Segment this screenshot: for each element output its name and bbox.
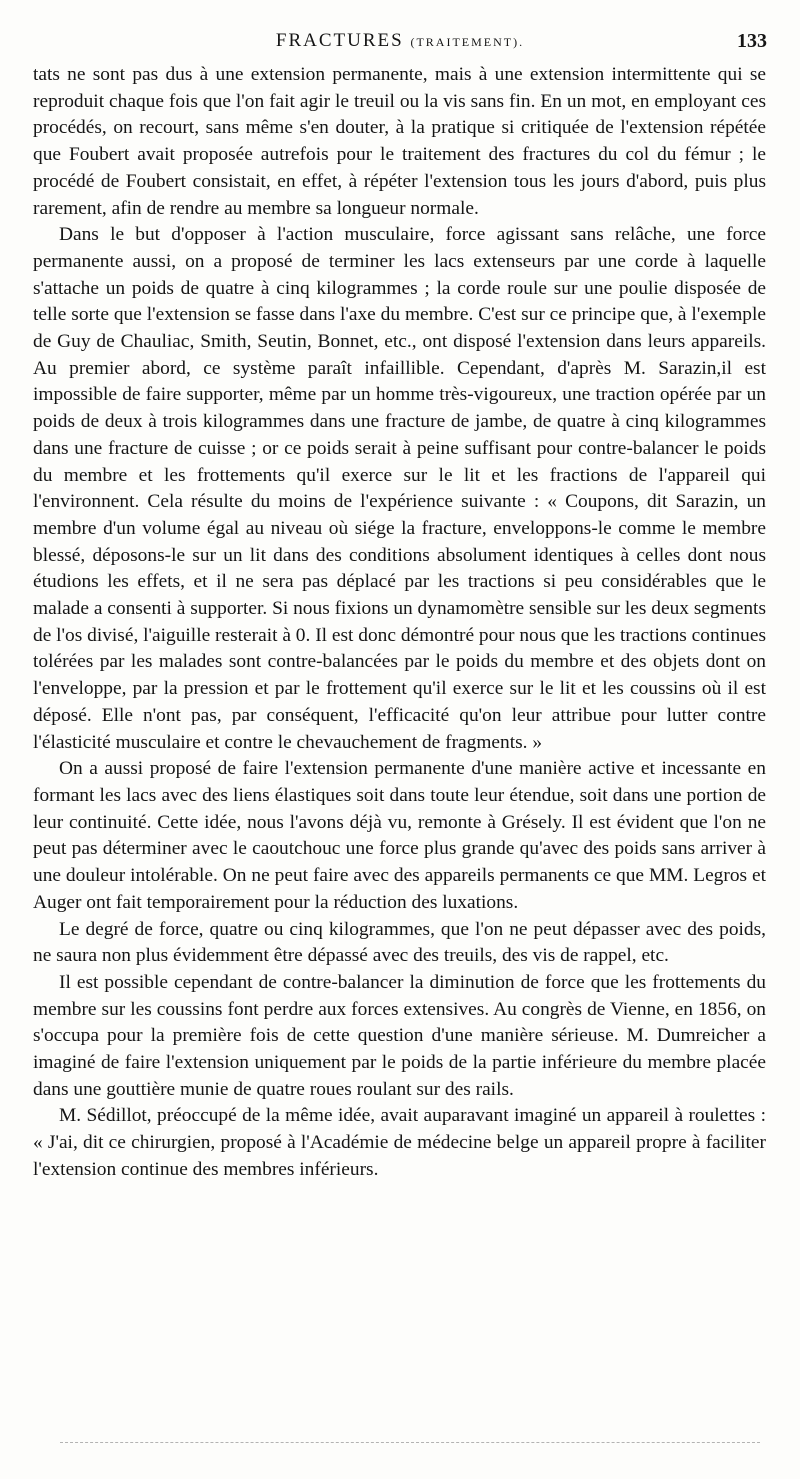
paragraph: M. Sédillot, préoccupé de la même idée, avait auparavant imaginé un appareil à roulettes : « J'ai, dit ce chirurgien, proposé à l'Académie de médecine belge un appareil propre à faciliter l'extension continue des membres inférieurs. — [33, 1105, 766, 1180]
paragraph: On a aussi proposé de faire l'extension permanente d'une manière active et incessante en formant les lacs avec des liens élastiques soit dans toute leur étendue, soit dans une portion de leur continuité. Cette idée, nous l'avons déjà vu, remonte à Grésely. Il est évident que l'on ne peut pas déterminer avec le caoutchouc une force plus grande qu'avec des poids sans arriver à une douleur intolérable. On ne peut faire avec des appareils permanents ce que MM. Legros et Auger ont fait temporairement pour la réduction des luxations. — [33, 758, 766, 913]
running-subtitle: (TRAITEMENT). — [410, 35, 525, 49]
page-number: 133 — [737, 30, 767, 52]
paragraph: tats ne sont pas dus à une extension permanente, mais à une extension intermittente qui se reproduit chaque fois que l'on fait agir le treuil ou la vis sans fin. En un mot, en employant ces procédés, on recourt, sans même s'en douter, à la pratique si critiquée de l'extension répétée que Foubert avait proposée autrefois pour le traitement des fractures du col du fémur ; le procédé de Foubert consistait, en effet, à répéter l'extension tous les jours d'abord, puis plus rarement, afin de rendre au membre sa longueur normale. — [33, 64, 766, 219]
page-header — [33, 30, 767, 60]
running-title: FRACTURES — [275, 30, 404, 51]
body-text — [33, 62, 766, 1184]
paragraph: Il est possible cependant de contre-balancer la diminution de force que les frottements du membre sur les coussins font perdre aux forces extensives. Au congrès de Vienne, en 1856, on s'occupa pour la première fois de cette question d'une manière sérieuse. M. Dumreicher a imaginé de faire l'extension uniquement par le poids de la partie inférieure du membre placée dans une gouttière munie de quatre roues roulant sur des rails. — [33, 971, 766, 1100]
footer-divider — [60, 1442, 760, 1443]
paragraph: Le degré de force, quatre ou cinq kilogrammes, que l'on ne peut dépasser avec des poids, ne saura non plus évidemment être dépassé avec des treuils, des vis de rappel, etc. — [33, 918, 766, 967]
paragraph: Dans le but d'opposer à l'action musculaire, force agissant sans relâche, une force permanente aussi, on a proposé de terminer les lacs extenseurs par une corde à laquelle s'attache un poids de quatre à cinq kilogrammes ; la corde roule sur une poulie disposée de telle sorte que l'extension se fasse dans l'axe du membre. C'est sur ce principe que, à l'exemple de Guy de Chauliac, Smith, Seutin, Bonnet, etc., ont disposé l'extension dans leurs appareils. Au premier abord, ce système paraît infaillible. Cependant, d'après M. Sarazin,il est impossible de faire supporter, même par un homme très-vigoureux, une traction opérée par un poids de deux à trois kilogrammes dans une fracture de jambe, de quatre à cinq kilogrammes dans une fracture de cuisse ; or ce poids serait à peine suffisant pour contre-balancer le poids du membre et les frottements qu'il exerce sur le lit et les fractions de l'appareil qui l'environnent. Cela résulte du moins de l'expérience suivante : « Coupons, dit Sarazin, un membre d'un volume égal au niveau où siége la fracture, enveloppons-le comme le membre blessé, déposons-le sur un lit dans des conditions absolument identiques à celles dont nous étudions les effets, et il ne sera pas déplacé par les tractions si peu considérables que le malade a consenti à supporter. Si nous fixions un dynamomètre sensible sur les deux segments de l'os divisé, l'aiguille resterait à 0. Il est donc démontré pour nous que les tractions continues tolérées par les malades sont contre-balancées par le poids du membre et des objets dont on l'enveloppe, par la pression et par le frottement qu'il exerce sur le lit et les coussins où il est déposé. Elle n'ont pas, par conséquent, l'efficacité qu'on leur attribue pour lutter contre l'élasticité musculaire et contre le chevauchement de fragments. » — [33, 224, 766, 753]
running-head — [33, 30, 767, 52]
